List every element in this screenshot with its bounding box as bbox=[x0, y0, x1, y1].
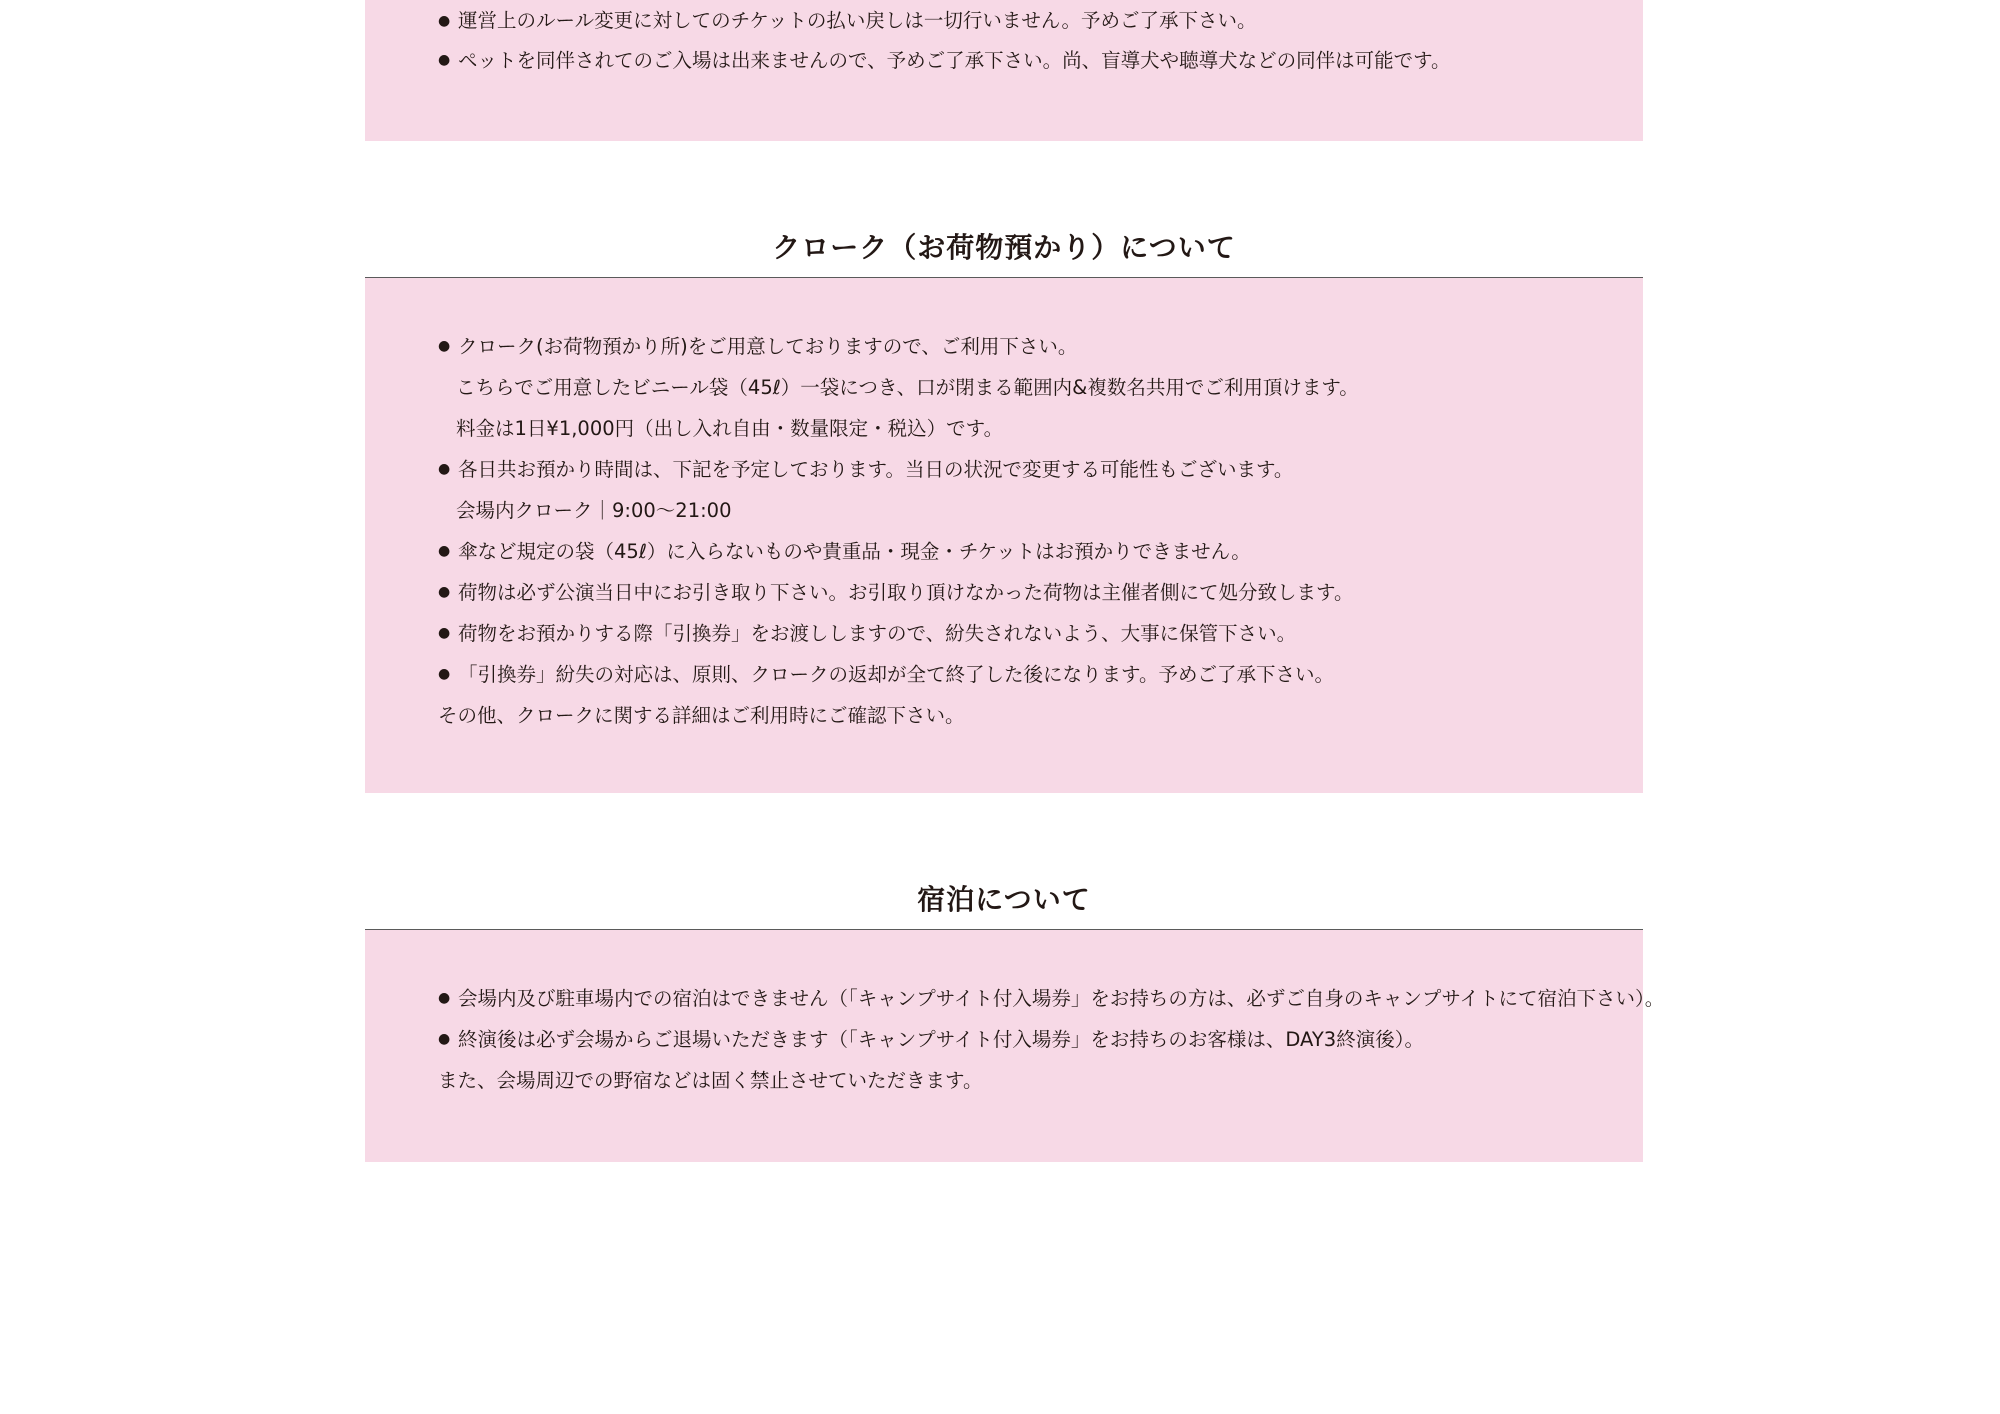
list-item: こちらでご用意したビニール袋（45ℓ）一袋につき、口が閉まる範囲内&複数名共用でご利用頂けます。 bbox=[456, 376, 1359, 399]
list-item: ● 各日共お預かり時間は、下記を予定しております。当日の状況で変更する可能性もございます。 bbox=[438, 449, 1359, 490]
lodging-section-title: 宿泊について bbox=[917, 883, 1091, 916]
list-item: その他、クロークに関する詳細はご利用時にご確認下さい。 bbox=[438, 704, 965, 727]
list-item: ● 終演後は必ず会場からご退場いただきます（「キャンプサイト付入場券」をお持ちのお客様は、DAY3終演後）。 bbox=[438, 1019, 1664, 1060]
bullet-icon: ● bbox=[438, 543, 451, 559]
list-item: 会場内クローク｜9:00〜21:00 bbox=[456, 499, 732, 522]
bullet-icon: ● bbox=[438, 666, 451, 682]
bullet-icon: ● bbox=[438, 1031, 451, 1047]
list-item: ● 荷物は必ず公演当日中にお引き取り下さい。お引取り頂けなかった荷物は主催者側にて処分致します。 bbox=[438, 572, 1359, 613]
bullet-icon: ● bbox=[438, 625, 451, 641]
bullet-icon: ● bbox=[438, 461, 451, 477]
list-item: ● 荷物をお預かりする際「引換券」をお渡ししますので、紛失されないよう、大事に保管下さい。 bbox=[438, 613, 1359, 654]
list-item: 料金は1日¥1,000円（出し入れ自由・数量限定・税込）です。 bbox=[456, 417, 1004, 440]
cloak-list bbox=[438, 326, 1359, 736]
lodging-list bbox=[438, 978, 1664, 1101]
list-item: ● 会場内及び駐車場内での宿泊はできません（「キャンプサイト付入場券」をお持ちの方は、必ずご自身のキャンプサイトにて宿泊下さい）。 bbox=[438, 978, 1664, 1019]
bullet-icon: ● bbox=[438, 584, 451, 600]
cloak-section-title: クローク（お荷物預かり）について bbox=[772, 231, 1236, 264]
bullet-icon: ● bbox=[438, 52, 451, 68]
list-item: また、会場周辺での野宿などは固く禁止させていただきます。 bbox=[438, 1069, 983, 1092]
list-item: ● 運営上のルール変更に対してのチケットの払い戻しは一切行いません。予めご了承下さい。 bbox=[438, 0, 1451, 40]
bullet-icon: ● bbox=[438, 13, 451, 29]
list-item: ● 「引換券」紛失の対応は、原則、クロークの返却が全て終了した後になります。予めご了承下さい。 bbox=[438, 654, 1359, 695]
list-item: ● ペットを同伴されてのご入場は出来ませんので、予めご了承下さい。尚、盲導犬や聴導犬などの同伴は可能です。 bbox=[438, 40, 1451, 81]
bullet-icon: ● bbox=[438, 338, 451, 354]
bullet-icon: ● bbox=[438, 990, 451, 1006]
list-item: ● 傘など規定の袋（45ℓ）に入らないものや貴重品・現金・チケットはお預かりできません。 bbox=[438, 531, 1359, 572]
list-item: ● クローク(お荷物預かり所)をご用意しておりますので、ご利用下さい。 bbox=[438, 326, 1359, 367]
rules-list bbox=[438, 0, 1451, 81]
